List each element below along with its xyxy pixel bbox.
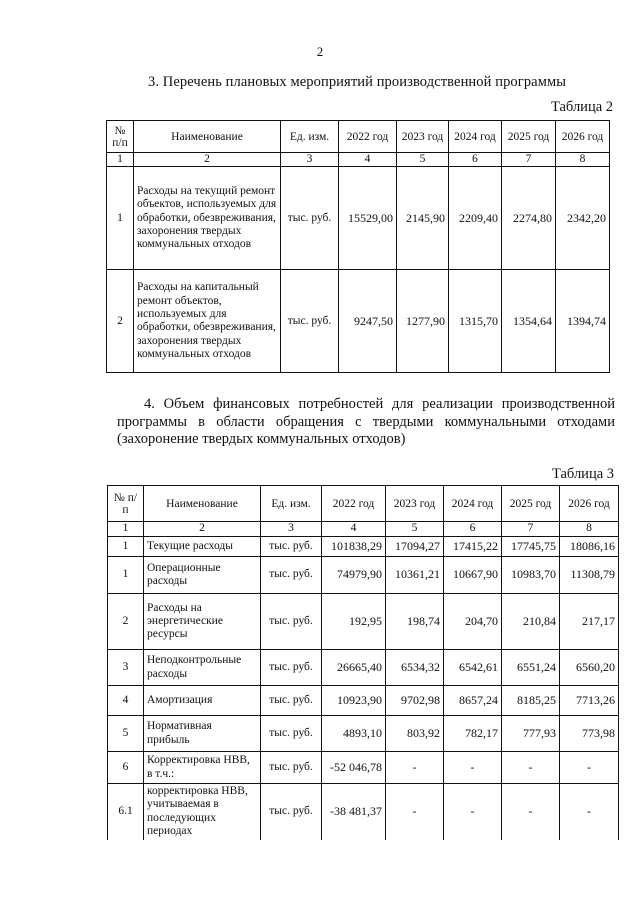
value-2026: - xyxy=(560,752,619,784)
value-2022: 15529,00 xyxy=(339,167,397,270)
value-2023: 198,74 xyxy=(386,594,444,650)
value-2024: 8657,24 xyxy=(444,686,502,716)
value-2026: 773,98 xyxy=(560,716,619,752)
header-2023: 2023 год xyxy=(397,121,449,153)
colnum: 7 xyxy=(502,153,556,167)
table-row xyxy=(108,557,619,594)
value-2026: 18086,16 xyxy=(560,537,619,557)
table-row xyxy=(107,167,610,270)
value-2022: 10923,90 xyxy=(322,686,386,716)
colnum: 1 xyxy=(107,153,134,167)
table-3-colnum-row xyxy=(108,522,619,537)
value-2025: 6551,24 xyxy=(502,650,560,686)
header-2026: 2026 год xyxy=(560,486,619,522)
header-2022: 2022 год xyxy=(339,121,397,153)
value-2024: 17415,22 xyxy=(444,537,502,557)
row-name: Текущие расходы xyxy=(144,537,261,557)
value-2023: 1277,90 xyxy=(397,270,449,373)
header-unit: Ед. изм. xyxy=(281,121,339,153)
header-name: Наименование xyxy=(134,121,281,153)
value-2024: - xyxy=(444,784,502,840)
value-2022: 26665,40 xyxy=(322,650,386,686)
value-2026: - xyxy=(560,784,619,840)
table-row xyxy=(108,716,619,752)
page-number: 2 xyxy=(316,44,324,59)
value-2023: 10361,21 xyxy=(386,557,444,594)
colnum: 8 xyxy=(560,522,619,537)
table-row xyxy=(108,752,619,784)
table-row xyxy=(108,537,619,557)
row-no: 1 xyxy=(108,557,144,594)
colnum: 3 xyxy=(281,153,339,167)
value-2022: 74979,90 xyxy=(322,557,386,594)
row-unit: тыс. руб. xyxy=(261,537,322,557)
row-no: 2 xyxy=(108,594,144,650)
value-2023: 17094,27 xyxy=(386,537,444,557)
value-2023: - xyxy=(386,784,444,840)
value-2025: 10983,70 xyxy=(502,557,560,594)
header-2025: 2025 год xyxy=(502,486,560,522)
value-2025: 8185,25 xyxy=(502,686,560,716)
row-name: Расходы на капитальный ремонт объектов, используемых для обработки, обезвреживания, захоронения твердых коммунальных отходов xyxy=(134,270,281,373)
colnum: 6 xyxy=(444,522,502,537)
section-3-title: 3. Перечень плановых мероприятий производственной программы xyxy=(148,74,567,90)
value-2026: 11308,79 xyxy=(560,557,619,594)
row-unit: тыс. руб. xyxy=(261,557,322,594)
value-2024: 782,17 xyxy=(444,716,502,752)
section-4-title xyxy=(117,396,615,449)
row-name: Нормативная прибыль xyxy=(144,716,261,752)
value-2025: 1354,64 xyxy=(502,270,556,373)
header-2022: 2022 год xyxy=(322,486,386,522)
value-2022: 192,95 xyxy=(322,594,386,650)
row-no: 1 xyxy=(108,537,144,557)
colnum: 5 xyxy=(397,153,449,167)
row-no: 3 xyxy=(108,650,144,686)
value-2026: 6560,20 xyxy=(560,650,619,686)
colnum: 7 xyxy=(502,522,560,537)
colnum: 2 xyxy=(134,153,281,167)
value-2025: 17745,75 xyxy=(502,537,560,557)
value-2023: 9702,98 xyxy=(386,686,444,716)
row-unit: тыс. руб. xyxy=(261,594,322,650)
value-2024: 1315,70 xyxy=(449,270,502,373)
row-unit: тыс. руб. xyxy=(261,716,322,752)
row-name: Амортизация xyxy=(144,686,261,716)
table-2-header-row xyxy=(107,121,610,153)
row-unit: тыс. руб. xyxy=(281,167,339,270)
section-4-title-text: 4. Объем финансовых потребностей для реализации производственной программы в области обращения с твердыми коммунальными отходами (захоронение твердых коммунальных отходов) xyxy=(117,396,615,447)
value-2022: 101838,29 xyxy=(322,537,386,557)
colnum: 4 xyxy=(339,153,397,167)
row-name: Неподконтрольные расходы xyxy=(144,650,261,686)
value-2026: 7713,26 xyxy=(560,686,619,716)
value-2026: 2342,20 xyxy=(556,167,610,270)
row-unit: тыс. руб. xyxy=(281,270,339,373)
value-2025: 210,84 xyxy=(502,594,560,650)
header-unit: Ед. изм. xyxy=(261,486,322,522)
row-unit: тыс. руб. xyxy=(261,752,322,784)
header-2023: 2023 год xyxy=(386,486,444,522)
table-row xyxy=(107,270,610,373)
colnum: 3 xyxy=(261,522,322,537)
value-2022: -52 046,78 xyxy=(322,752,386,784)
value-2024: 2209,40 xyxy=(449,167,502,270)
row-name: Операционные расходы xyxy=(144,557,261,594)
value-2024: 6542,61 xyxy=(444,650,502,686)
header-2025: 2025 год xyxy=(502,121,556,153)
value-2024: - xyxy=(444,752,502,784)
row-unit: тыс. руб. xyxy=(261,784,322,840)
value-2022: 4893,10 xyxy=(322,716,386,752)
value-2024: 10667,90 xyxy=(444,557,502,594)
header-2026: 2026 год xyxy=(556,121,610,153)
table-3 xyxy=(107,485,619,840)
row-unit: тыс. руб. xyxy=(261,650,322,686)
table-row xyxy=(108,650,619,686)
value-2025: - xyxy=(502,752,560,784)
colnum: 6 xyxy=(449,153,502,167)
value-2025: 2274,80 xyxy=(502,167,556,270)
row-unit: тыс. руб. xyxy=(261,686,322,716)
value-2025: - xyxy=(502,784,560,840)
value-2023: 2145,90 xyxy=(397,167,449,270)
row-name: корректировка НВВ, учитываемая в последующих периодах xyxy=(144,784,261,840)
value-2024: 204,70 xyxy=(444,594,502,650)
row-no: 1 xyxy=(107,167,134,270)
value-2023: 803,92 xyxy=(386,716,444,752)
table-2-colnum-row xyxy=(107,153,610,167)
table-2-caption: Таблица 2 xyxy=(551,99,614,115)
row-no: 6 xyxy=(108,752,144,784)
table-row xyxy=(108,686,619,716)
value-2026: 1394,74 xyxy=(556,270,610,373)
row-no: 2 xyxy=(107,270,134,373)
colnum: 2 xyxy=(144,522,261,537)
colnum: 5 xyxy=(386,522,444,537)
colnum: 4 xyxy=(322,522,386,537)
row-name: Расходы на энергетические ресурсы xyxy=(144,594,261,650)
value-2022: 9247,50 xyxy=(339,270,397,373)
header-2024: 2024 год xyxy=(449,121,502,153)
value-2023: - xyxy=(386,752,444,784)
header-name: Наименование xyxy=(144,486,261,522)
table-3-caption: Таблица 3 xyxy=(552,466,615,482)
value-2022: -38 481,37 xyxy=(322,784,386,840)
table-3-header-row xyxy=(108,486,619,522)
header-no: № п/п xyxy=(107,121,134,153)
value-2026: 217,17 xyxy=(560,594,619,650)
row-no: 4 xyxy=(108,686,144,716)
row-no: 6.1 xyxy=(108,784,144,840)
row-name: Расходы на текущий ремонт объектов, используемых для обработки, обезвреживания, захоронения твердых коммунальных отходов xyxy=(134,167,281,270)
row-no: 5 xyxy=(108,716,144,752)
table-row xyxy=(108,594,619,650)
table-row xyxy=(108,784,619,840)
table-2 xyxy=(106,120,610,373)
value-2023: 6534,32 xyxy=(386,650,444,686)
header-no: № п/п xyxy=(108,486,144,522)
colnum: 8 xyxy=(556,153,610,167)
header-2024: 2024 год xyxy=(444,486,502,522)
row-name: Корректировка НВВ, в т.ч.: xyxy=(144,752,261,784)
colnum: 1 xyxy=(108,522,144,537)
value-2025: 777,93 xyxy=(502,716,560,752)
